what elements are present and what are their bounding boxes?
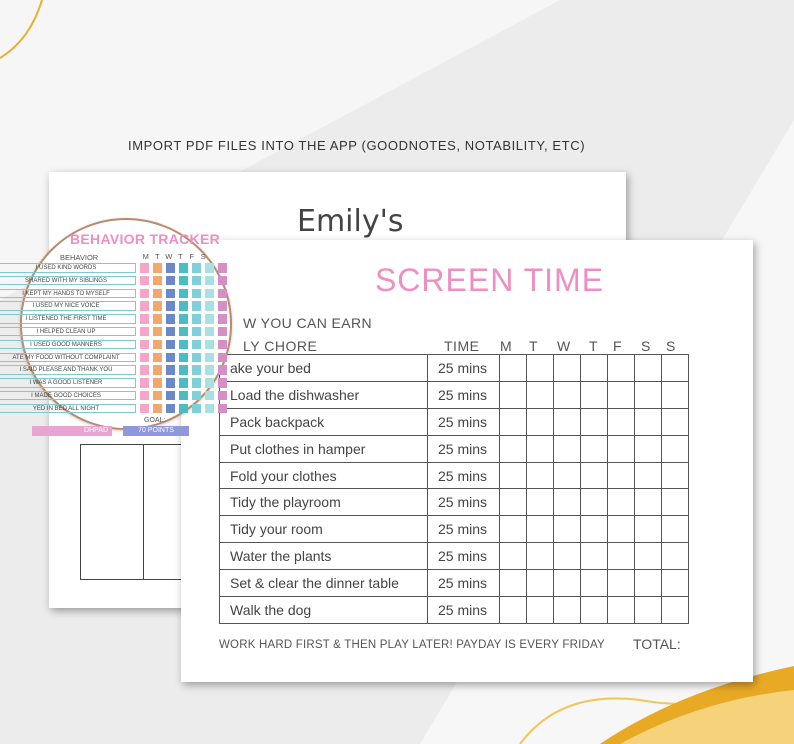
tracker-title: BEHAVIOR TRACKER [70, 231, 220, 247]
tracker-square[interactable] [205, 340, 214, 350]
behavior-row [22, 275, 234, 288]
day-checkbox-cell[interactable] [635, 489, 662, 516]
tracker-square[interactable] [153, 353, 162, 363]
behavior-row [22, 288, 234, 301]
tracker-square[interactable] [140, 314, 149, 324]
day-header: F [613, 338, 623, 354]
day-checkbox-cell[interactable] [554, 516, 581, 543]
tracker-day: T [154, 252, 160, 261]
behavior-list [12, 262, 234, 416]
tracker-square[interactable] [205, 404, 214, 414]
tracker-square[interactable] [140, 340, 149, 350]
day-checkbox-cell[interactable] [500, 597, 527, 624]
chore-row [220, 381, 689, 408]
chore-name: Pack backpack [220, 408, 428, 435]
day-checkbox-cell[interactable] [527, 435, 554, 462]
tracker-square[interactable] [166, 391, 175, 401]
chore-time: 25 mins [428, 489, 500, 516]
tracker-square[interactable] [218, 391, 227, 401]
screen-time-title: SCREEN TIME [374, 262, 605, 298]
behavior-row [22, 390, 234, 403]
day-checkbox-cell[interactable] [500, 435, 527, 462]
chore-time: 25 mins [428, 355, 500, 382]
tracker-square[interactable] [192, 327, 201, 337]
tracker-square[interactable] [218, 276, 227, 286]
tracker-day: F [189, 252, 195, 261]
tracker-square[interactable] [166, 327, 175, 337]
tracker-square[interactable] [218, 365, 227, 375]
chore-name: Tidy the playroom [220, 489, 428, 516]
behavior-row [22, 313, 234, 326]
day-checkbox-cell[interactable] [635, 408, 662, 435]
tracker-square[interactable] [205, 276, 214, 286]
day-checkbox-cell[interactable] [608, 355, 635, 382]
tracker-square[interactable] [166, 263, 175, 273]
day-checkbox-cell[interactable] [662, 435, 689, 462]
tracker-square[interactable] [166, 289, 175, 299]
chore-column-header: LY CHORE [243, 338, 318, 354]
chore-row [220, 462, 689, 489]
day-checkbox-cell[interactable] [527, 597, 554, 624]
tracker-square[interactable] [179, 391, 188, 401]
tracker-day: M [142, 252, 149, 261]
day-checkbox-cell[interactable] [581, 489, 608, 516]
day-checkbox-cell[interactable] [608, 516, 635, 543]
day-checkbox-cell[interactable] [554, 570, 581, 597]
day-checkbox-cell[interactable] [500, 570, 527, 597]
screen-time-page [181, 240, 753, 682]
tracker-square[interactable] [140, 365, 149, 375]
tracker-square[interactable] [166, 365, 175, 375]
tracker-square[interactable] [153, 365, 162, 375]
tracker-square[interactable] [153, 314, 162, 324]
day-header: T [529, 338, 539, 354]
day-header: S [641, 338, 651, 354]
chore-time: 25 mins [428, 570, 500, 597]
day-checkbox-cell[interactable] [527, 516, 554, 543]
tracker-square[interactable] [166, 314, 175, 324]
behavior-tracker-magnifier [12, 218, 232, 434]
tracker-square[interactable] [179, 314, 188, 324]
day-checkbox-cell[interactable] [581, 408, 608, 435]
tracker-square[interactable] [166, 404, 175, 414]
chore-time: 25 mins [428, 597, 500, 624]
goal-label: GOAL: [144, 417, 166, 424]
tracker-square[interactable] [153, 404, 162, 414]
tracker-square[interactable] [192, 301, 201, 311]
day-checkbox-cell[interactable] [527, 543, 554, 570]
chore-row [220, 435, 689, 462]
chore-time: 25 mins [428, 462, 500, 489]
day-checkbox-cell[interactable] [635, 570, 662, 597]
tracker-day-headers [140, 252, 209, 261]
tracker-square[interactable] [153, 378, 162, 388]
tracker-square[interactable] [192, 314, 201, 324]
day-checkbox-cell[interactable] [635, 435, 662, 462]
tracker-square[interactable] [218, 263, 227, 273]
day-checkbox-cell[interactable] [527, 489, 554, 516]
day-checkbox-cell[interactable] [635, 597, 662, 624]
tracker-square[interactable] [179, 276, 188, 286]
tracker-square[interactable] [205, 314, 214, 324]
behavior-row [22, 377, 234, 390]
chore-name: Walk the dog [220, 597, 428, 624]
tracker-square[interactable] [166, 276, 175, 286]
chore-row [220, 355, 689, 382]
tracker-square[interactable] [140, 327, 149, 337]
behavior-label: ATE MY FOOD WITHOUT COMPLAINT [0, 353, 136, 363]
reward-badge: DHPAD [32, 426, 112, 436]
day-checkbox-cell[interactable] [554, 435, 581, 462]
tracker-square[interactable] [140, 289, 149, 299]
tracker-square[interactable] [218, 289, 227, 299]
chore-name: Set & clear the dinner table [220, 570, 428, 597]
chore-row [220, 408, 689, 435]
day-checkbox-cell[interactable] [527, 355, 554, 382]
day-checkbox-cell[interactable] [554, 408, 581, 435]
day-checkbox-cell[interactable] [500, 462, 527, 489]
points-badge: 70 POINTS [123, 426, 189, 436]
tracker-square[interactable] [192, 289, 201, 299]
day-checkbox-cell[interactable] [527, 462, 554, 489]
tracker-square[interactable] [153, 340, 162, 350]
tracker-square[interactable] [218, 301, 227, 311]
chore-row [220, 597, 689, 624]
day-checkbox-cell[interactable] [608, 597, 635, 624]
chore-row [220, 516, 689, 543]
behavior-row [22, 403, 234, 416]
tracker-square[interactable] [140, 391, 149, 401]
chore-name: Water the plants [220, 543, 428, 570]
day-header: T [589, 338, 599, 354]
earn-subtitle: W YOU CAN EARN [243, 315, 373, 331]
tracker-day: T [177, 252, 183, 261]
day-checkbox-cell[interactable] [662, 408, 689, 435]
chore-name: Put clothes in hamper [220, 435, 428, 462]
tracker-square[interactable] [192, 378, 201, 388]
day-checkbox-cell[interactable] [608, 462, 635, 489]
tracker-square[interactable] [179, 404, 188, 414]
tracker-square[interactable] [192, 391, 201, 401]
tracker-square[interactable] [192, 276, 201, 286]
chore-time: 25 mins [428, 543, 500, 570]
day-checkbox-cell[interactable] [662, 355, 689, 382]
tracker-square[interactable] [153, 301, 162, 311]
day-checkbox-cell[interactable] [581, 435, 608, 462]
chore-name: Tidy your room [220, 516, 428, 543]
day-checkbox-cell[interactable] [581, 570, 608, 597]
behavior-label: I WAS A GOOD LISTENER [0, 378, 136, 388]
tracker-square[interactable] [179, 365, 188, 375]
tracker-day: S [200, 252, 206, 261]
tracker-square[interactable] [218, 327, 227, 337]
behavior-row [19, 364, 234, 377]
chore-time: 25 mins [428, 435, 500, 462]
behavior-row [22, 326, 234, 339]
tracker-day: W [165, 252, 173, 261]
day-checkbox-cell[interactable] [554, 381, 581, 408]
day-checkbox-cell[interactable] [554, 462, 581, 489]
behavior-label: SHARED WITH MY SIBLINGS [0, 276, 136, 286]
day-checkbox-cell[interactable] [608, 543, 635, 570]
day-checkbox-cell[interactable] [581, 355, 608, 382]
tracker-square[interactable] [218, 340, 227, 350]
day-checkbox-cell[interactable] [554, 489, 581, 516]
tracker-square[interactable] [205, 353, 214, 363]
tracker-square[interactable] [140, 301, 149, 311]
behavior-label: I SAID PLEASE AND THANK YOU [0, 365, 136, 375]
chore-name: Fold your clothes [220, 462, 428, 489]
tracker-square[interactable] [192, 365, 201, 375]
day-checkbox-cell[interactable] [608, 435, 635, 462]
behavior-row [22, 300, 234, 313]
chore-time: 25 mins [428, 408, 500, 435]
total-label: TOTAL: [633, 636, 681, 652]
behavior-label: I HELPED CLEAN UP [0, 327, 136, 337]
day-checkbox-cell[interactable] [608, 489, 635, 516]
tracker-square[interactable] [179, 263, 188, 273]
behavior-label: I KEPT MY HANDS TO MYSELF [0, 289, 136, 299]
day-checkbox-cell[interactable] [635, 516, 662, 543]
tracker-square[interactable] [140, 378, 149, 388]
day-checkbox-cell[interactable] [662, 543, 689, 570]
tracker-square[interactable] [140, 263, 149, 273]
day-header: S [666, 338, 676, 354]
day-checkbox-cell[interactable] [635, 355, 662, 382]
tracker-square[interactable] [218, 353, 227, 363]
day-checkbox-cell[interactable] [581, 516, 608, 543]
tracker-square[interactable] [205, 327, 214, 337]
behavior-row [22, 339, 234, 352]
tracker-square[interactable] [205, 391, 214, 401]
tracker-square[interactable] [218, 378, 227, 388]
chore-name: Load the dishwasher [220, 381, 428, 408]
day-checkbox-cell[interactable] [635, 462, 662, 489]
day-checkbox-cell[interactable] [635, 543, 662, 570]
chore-time: 25 mins [428, 381, 500, 408]
tracker-square[interactable] [140, 404, 149, 414]
day-checkbox-cell[interactable] [554, 543, 581, 570]
time-column-header: TIME [444, 338, 480, 354]
day-checkbox-cell[interactable] [500, 408, 527, 435]
chore-row [220, 570, 689, 597]
day-checkbox-cell[interactable] [500, 489, 527, 516]
chore-time: 25 mins [428, 516, 500, 543]
tracker-square[interactable] [140, 276, 149, 286]
day-checkbox-cell[interactable] [500, 543, 527, 570]
behavior-row [12, 352, 234, 365]
day-checkbox-cell[interactable] [608, 381, 635, 408]
day-checkbox-cell[interactable] [662, 489, 689, 516]
day-checkbox-cell[interactable] [527, 408, 554, 435]
day-checkbox-cell[interactable] [527, 570, 554, 597]
headline-text: IMPORT PDF FILES INTO THE APP (GOODNOTES, NOTABILITY, ETC) [128, 138, 586, 153]
tracker-square[interactable] [218, 314, 227, 324]
behavior-label: I USED KIND WORDS [0, 263, 136, 273]
day-checkbox-cell[interactable] [581, 462, 608, 489]
tracker-square[interactable] [153, 391, 162, 401]
day-checkbox-cell[interactable] [662, 570, 689, 597]
day-checkbox-cell[interactable] [500, 381, 527, 408]
day-header: M [500, 338, 513, 354]
tracker-square[interactable] [205, 289, 214, 299]
day-checkbox-cell[interactable] [554, 597, 581, 624]
chore-row [220, 489, 689, 516]
tracker-square[interactable] [205, 263, 214, 273]
tracker-square[interactable] [179, 327, 188, 337]
tracker-square[interactable] [166, 378, 175, 388]
tracker-square[interactable] [153, 263, 162, 273]
day-checkbox-cell[interactable] [662, 516, 689, 543]
day-checkbox-cell[interactable] [608, 408, 635, 435]
tracker-square[interactable] [192, 340, 201, 350]
day-checkbox-cell[interactable] [581, 543, 608, 570]
tracker-square[interactable] [153, 289, 162, 299]
tracker-square[interactable] [205, 365, 214, 375]
behavior-label: I LISTENED THE FIRST TIME [0, 314, 136, 324]
tracker-square[interactable] [179, 353, 188, 363]
tracker-square[interactable] [192, 353, 201, 363]
behavior-label: I USED MY NICE VOICE [0, 301, 136, 311]
tracker-square[interactable] [153, 327, 162, 337]
behavior-label: I MADE GOOD CHOICES [0, 391, 136, 401]
behavior-label: YED IN BED ALL NIGHT [0, 404, 136, 414]
tracker-square[interactable] [140, 353, 149, 363]
tracker-square[interactable] [166, 301, 175, 311]
behavior-label: I USED GOOD MANNERS [0, 340, 136, 350]
day-checkbox-cell[interactable] [500, 355, 527, 382]
day-checkbox-cell[interactable] [500, 516, 527, 543]
day-checkbox-cell[interactable] [554, 355, 581, 382]
tracker-square[interactable] [205, 301, 214, 311]
behavior-row [22, 262, 234, 275]
chore-row [220, 543, 689, 570]
tracker-square[interactable] [218, 404, 227, 414]
day-checkbox-cell[interactable] [608, 570, 635, 597]
day-checkbox-cell[interactable] [527, 381, 554, 408]
tracker-square[interactable] [179, 301, 188, 311]
tracker-square[interactable] [153, 276, 162, 286]
day-checkbox-cell[interactable] [581, 381, 608, 408]
day-header: W [557, 338, 571, 354]
behavior-header: BEHAVIOR [60, 253, 99, 262]
day-checkbox-cell[interactable] [662, 462, 689, 489]
day-checkbox-cell[interactable] [662, 381, 689, 408]
day-checkbox-cell[interactable] [662, 597, 689, 624]
tracker-square[interactable] [179, 289, 188, 299]
tracker-square[interactable] [179, 378, 188, 388]
tracker-square[interactable] [192, 263, 201, 273]
day-checkbox-cell[interactable] [581, 597, 608, 624]
tracker-square[interactable] [166, 353, 175, 363]
tracker-square[interactable] [166, 340, 175, 350]
footer-slogan: WORK HARD FIRST & THEN PLAY LATER! PAYDAY IS EVERY FRIDAY [219, 639, 605, 651]
tracker-square[interactable] [179, 340, 188, 350]
chore-table [219, 354, 689, 624]
day-checkbox-cell[interactable] [635, 381, 662, 408]
tracker-square[interactable] [205, 378, 214, 388]
tracker-square[interactable] [192, 404, 201, 414]
back-page-title: Emily's [297, 204, 404, 239]
chore-name: ake your bed [220, 355, 428, 382]
